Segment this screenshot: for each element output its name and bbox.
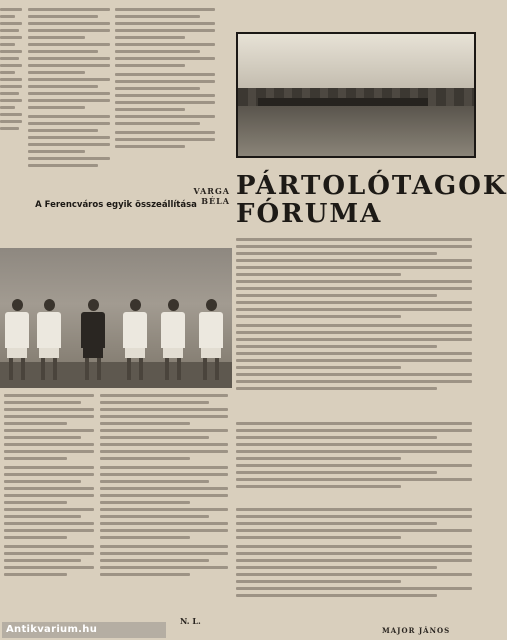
team-photo [0, 248, 232, 388]
author-signature: MAJOR JÁNOS [382, 626, 451, 635]
article-headline [236, 171, 507, 229]
goalkeeper-figure [80, 299, 106, 380]
right-text-block-3 [236, 508, 472, 601]
end-signature: N. L. [180, 616, 201, 626]
photo-caption-text: A Ferencváros egyik összeállítása [35, 200, 197, 210]
lower-text-column-1 [4, 394, 94, 580]
player-figure [198, 299, 224, 380]
watermark: Antikvarium.hu [2, 622, 166, 638]
left-text-column-2 [115, 8, 215, 152]
right-text-block-1 [236, 238, 472, 394]
headline-line-1: PÁRTOLÓTAGOK [236, 171, 507, 201]
player-figure [36, 299, 62, 380]
lower-text-column-2 [100, 394, 228, 580]
article-byline: VARGA BÉLA [193, 186, 230, 206]
player-figure [122, 299, 148, 380]
headline-line-2: FÓRUMA [236, 199, 383, 229]
player-figure [160, 299, 186, 380]
right-text-block-2 [236, 422, 472, 492]
left-text-column-1 [28, 8, 110, 171]
cut-text-column [0, 8, 22, 134]
photo-caption [0, 200, 232, 248]
stadium-pitch [238, 106, 474, 156]
stadium-photo [236, 32, 476, 158]
player-figure [4, 299, 30, 380]
